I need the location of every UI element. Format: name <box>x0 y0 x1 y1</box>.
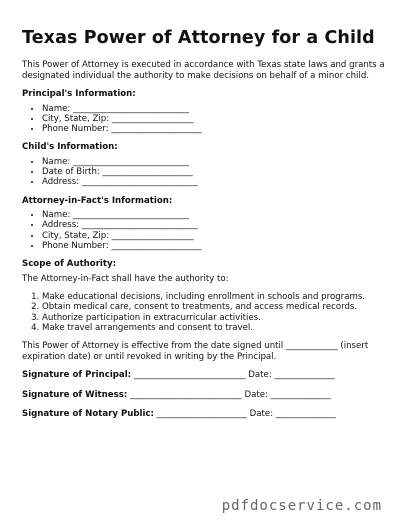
child-list <box>22 157 388 188</box>
intro-paragraph: This Power of Attorney is executed in accordance with Texas state laws and grants a designated individual the authority to make decisions on behalf of a minor child. <box>22 60 385 81</box>
child-address-field: • Address: ___________________________ <box>42 177 388 187</box>
child-dob-field: • Date of Birth: _____________________ <box>42 167 388 177</box>
attorney-city-field: • City, State, Zip: ___________________ <box>42 231 388 241</box>
attorney-heading: Attorney-in-Fact's Information: <box>22 195 173 206</box>
principal-section <box>22 89 388 134</box>
principal-signature-label: Signature of Principal: <box>22 370 132 381</box>
effective-paragraph: This Power of Attorney is effective from the date signed until ____________ (insert expiration date) or until revoked in writing by the Principal. <box>22 341 369 362</box>
attorney-address-field: • Address: ___________________________ <box>42 220 388 230</box>
scope-section <box>22 259 388 333</box>
scope-item: 4. Make travel arrangements and consent to travel. <box>42 323 388 333</box>
child-heading: Child's Information: <box>22 142 118 153</box>
notary-signature-label: Signature of Notary Public: <box>22 409 154 420</box>
watermark: pdfdocservice.com <box>221 498 382 514</box>
principal-name-field: • Name: ___________________________ <box>42 104 388 114</box>
attorney-name-field: • Name: ___________________________ <box>42 210 388 220</box>
child-section <box>22 142 388 187</box>
principal-signature-line <box>22 370 388 381</box>
scope-heading: Scope of Authority: <box>22 259 117 269</box>
attorney-phone-field: • Phone Number: _____________________ <box>42 241 388 251</box>
principal-signature-blanks: __________________________ Date: ______________ <box>131 370 335 381</box>
child-name-field: • Name: ___________________________ <box>42 157 388 167</box>
witness-signature-blanks: __________________________ Date: ______________ <box>127 389 331 400</box>
page-title: Texas Power of Attorney for a Child <box>22 28 375 48</box>
scope-item: 2. Obtain medical care, consent to treatments, and access medical records. <box>42 302 388 312</box>
scope-list <box>22 292 388 333</box>
principal-city-field: • City, State, Zip: ___________________ <box>42 114 388 124</box>
attorney-section <box>22 196 388 251</box>
principal-list <box>22 104 388 135</box>
principal-heading: Principal's Information: <box>22 89 136 100</box>
principal-phone-field: • Phone Number: _____________________ <box>42 124 388 134</box>
attorney-list <box>22 210 388 251</box>
scope-item: 1. Make educational decisions, including enrollment in schools and programs. <box>42 292 388 302</box>
witness-signature-label: Signature of Witness: <box>22 389 128 400</box>
notary-signature-blanks: _____________________ Date: ______________ <box>153 409 336 420</box>
scope-item: 3. Authorize participation in extracurricular activities. <box>42 313 388 323</box>
notary-signature-line <box>22 409 388 420</box>
witness-signature-line <box>22 390 388 401</box>
document-page <box>22 28 388 429</box>
scope-lead: The Attorney-in-Fact shall have the authority to: <box>22 273 229 284</box>
